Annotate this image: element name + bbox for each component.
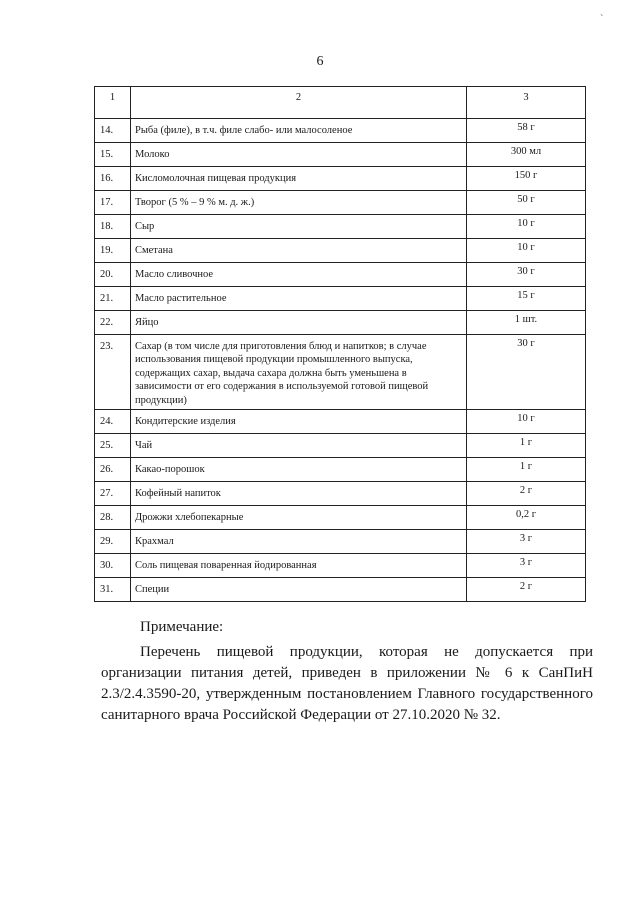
table-row	[95, 167, 586, 191]
product-name: Соль пищевая поваренная йодированная	[131, 554, 467, 578]
product-name: Крахмал	[131, 530, 467, 554]
product-quantity: 3 г	[467, 530, 586, 554]
product-quantity: 1 г	[467, 434, 586, 458]
product-name: Сахар (в том числе для приготовления блюд и напитков; в случае использования пищевой продукции промышленного выпуска, содержащих сахар, выдача сахара должна быть уменьшена в зависимости от его содержания в используемой готовой пищевой продукции)	[131, 335, 467, 410]
product-name: Сыр	[131, 215, 467, 239]
product-name: Сметана	[131, 239, 467, 263]
row-number: 27.	[95, 482, 131, 506]
product-quantity: 10 г	[467, 410, 586, 434]
product-quantity: 10 г	[467, 215, 586, 239]
row-number: 19.	[95, 239, 131, 263]
table-row	[95, 263, 586, 287]
product-name: Кофейный напиток	[131, 482, 467, 506]
row-number: 18.	[95, 215, 131, 239]
table-row	[95, 458, 586, 482]
table-row	[95, 554, 586, 578]
table-row	[95, 239, 586, 263]
product-name: Молоко	[131, 143, 467, 167]
product-name: Специи	[131, 578, 467, 602]
product-quantity: 50 г	[467, 191, 586, 215]
row-number: 29.	[95, 530, 131, 554]
table-row	[95, 410, 586, 434]
header-col-2: 2	[131, 87, 467, 119]
row-number: 16.	[95, 167, 131, 191]
row-number: 15.	[95, 143, 131, 167]
product-name: Кондитерские изделия	[131, 410, 467, 434]
table-row	[95, 530, 586, 554]
product-quantity: 58 г	[467, 119, 586, 143]
product-name: Рыба (филе), в т.ч. филе слабо- или малосоленое	[131, 119, 467, 143]
table-header-row	[95, 87, 586, 119]
row-number: 25.	[95, 434, 131, 458]
product-quantity: 30 г	[467, 335, 586, 410]
row-number: 24.	[95, 410, 131, 434]
product-quantity: 30 г	[467, 263, 586, 287]
page-number: 6	[316, 54, 324, 69]
table-row	[95, 311, 586, 335]
table-row	[95, 434, 586, 458]
header-col-1: 1	[95, 87, 131, 119]
row-number: 26.	[95, 458, 131, 482]
product-quantity: 10 г	[467, 239, 586, 263]
product-quantity: 300 мл	[467, 143, 586, 167]
product-name: Творог (5 % – 9 % м. д. ж.)	[131, 191, 467, 215]
scan-mark: `	[600, 14, 604, 25]
row-number: 31.	[95, 578, 131, 602]
product-quantity: 1 шт.	[467, 311, 586, 335]
product-quantity: 1 г	[467, 458, 586, 482]
note-section	[101, 617, 593, 726]
table-row	[95, 287, 586, 311]
product-quantity: 0,2 г	[467, 506, 586, 530]
table-row	[95, 578, 586, 602]
product-quantity: 2 г	[467, 482, 586, 506]
product-name: Масло сливочное	[131, 263, 467, 287]
product-quantity: 3 г	[467, 554, 586, 578]
row-number: 20.	[95, 263, 131, 287]
table-row	[95, 191, 586, 215]
product-name: Кисломолочная пищевая продукция	[131, 167, 467, 191]
table-row	[95, 482, 586, 506]
food-norms-table	[94, 86, 586, 602]
note-body: Перечень пищевой продукции, которая не допускается при организации питания детей, приведен в приложении № 6 к СанПиН 2.3/2.4.3590-20, утвержденным постановлением Главного государственного санитарного врача Российской Федерации от 27.10.2020 № 32.	[101, 644, 593, 723]
product-name: Какао-порошок	[131, 458, 467, 482]
product-quantity: 2 г	[467, 578, 586, 602]
table-row	[95, 215, 586, 239]
row-number: 17.	[95, 191, 131, 215]
table-row	[95, 143, 586, 167]
row-number: 30.	[95, 554, 131, 578]
table-body	[95, 119, 586, 602]
row-number: 14.	[95, 119, 131, 143]
product-name: Яйцо	[131, 311, 467, 335]
header-col-3: 3	[467, 87, 586, 119]
note-title: Примечание:	[140, 619, 224, 635]
row-number: 22.	[95, 311, 131, 335]
product-quantity: 15 г	[467, 287, 586, 311]
row-number: 28.	[95, 506, 131, 530]
table-row	[95, 119, 586, 143]
table-row	[95, 335, 586, 410]
product-name: Дрожжи хлебопекарные	[131, 506, 467, 530]
row-number: 21.	[95, 287, 131, 311]
product-quantity: 150 г	[467, 167, 586, 191]
product-name: Чай	[131, 434, 467, 458]
table-row	[95, 506, 586, 530]
row-number: 23.	[95, 335, 131, 410]
product-name: Масло растительное	[131, 287, 467, 311]
